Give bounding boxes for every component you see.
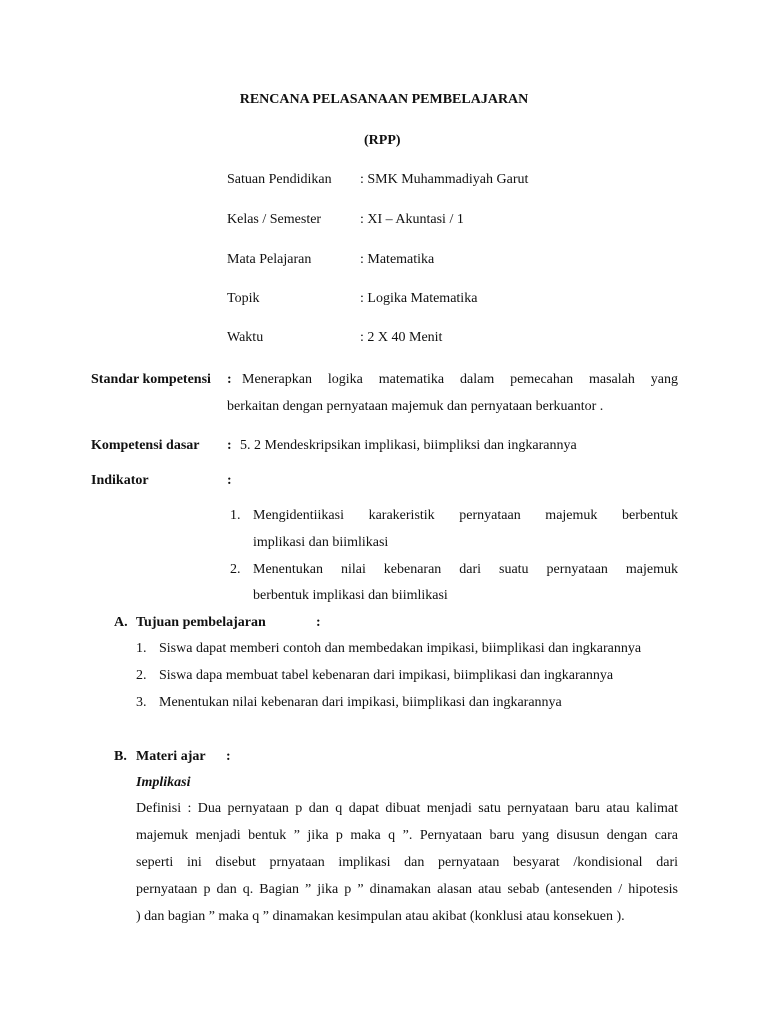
tujuan-item: Siswa dapa membuat tabel kebenaran dari impikasi, biimplikasi dan ingkarannya	[159, 668, 614, 683]
identity-value: : XI – Akuntasi / 1	[360, 212, 464, 227]
indikator-item-line1: Mengidentiikasi karakeristik pernyataan majemuk berbentuk	[253, 508, 678, 523]
identity-label: Waktu	[227, 330, 264, 345]
identity-value: : Logika Matematika	[360, 291, 478, 306]
identity-value: : 2 X 40 Menit	[360, 330, 443, 345]
tujuan-item: Menentukan nilai kebenaran dari impikasi, biimplikasi dan ingkarannya	[159, 695, 562, 710]
section-b-heading: Materi ajar	[136, 749, 206, 764]
tujuan-item: Siswa dapat memberi contoh dan membedakan impikasi, biimplikasi dan ingkarannya	[159, 641, 642, 656]
section-b-letter: B.	[114, 749, 127, 764]
section-a-letter: A.	[114, 615, 128, 630]
standar-kompetensi-line2: berkaitan dengan pernyataan majemuk dan pernyataan berkuantor .	[227, 399, 604, 414]
tujuan-number: 1.	[136, 641, 147, 656]
indikator-label: Indikator	[91, 473, 149, 488]
indikator-item-line1: Menentukan nilai kebenaran dari suatu pernyataan majemuk	[253, 562, 678, 577]
document-title: RENCANA PELASANAAN PEMBELAJARAN	[239, 92, 529, 107]
identity-label: Mata Pelajaran	[227, 252, 312, 267]
identity-value: : SMK Muhammadiyah Garut	[360, 172, 529, 187]
section-a-heading: Tujuan pembelajaran	[136, 615, 266, 630]
document-subtitle: (RPP)	[364, 133, 401, 148]
standar-kompetensi-label: Standar kompetensi	[91, 372, 211, 387]
kompetensi-dasar-label: Kompetensi dasar	[91, 438, 200, 453]
identity-value: : Matematika	[360, 252, 435, 267]
materi-subheading: Implikasi	[136, 775, 191, 790]
indikator-item-line2: berbentuk implikasi dan biimlikasi	[253, 588, 448, 603]
standar-kompetensi-line1: Menerapkan logika matematika dalam pemecahan masalah yang	[242, 372, 678, 387]
materi-line: Definisi : Dua pernyataan p dan q dapat dibuat menjadi satu pernyataan baru atau kalimat	[136, 801, 678, 816]
kompetensi-dasar-value: 5. 2 Mendeskripsikan implikasi, biimpliksi dan ingkarannya	[240, 438, 577, 453]
indikator-number: 1.	[230, 508, 241, 523]
section-b-colon: :	[226, 749, 231, 764]
identity-label: Satuan Pendidikan	[227, 172, 332, 187]
materi-line: majemuk menjadi bentuk ” jika p maka q ”. Pernyataan baru yang disusun dengan cara	[136, 828, 678, 843]
identity-label: Kelas / Semester	[227, 212, 322, 227]
indikator-number: 2.	[230, 562, 241, 577]
section-a-colon: :	[316, 615, 321, 630]
materi-line: seperti ini disebut prnyataan implikasi dan pernyataan besyarat /kondisional dari	[136, 855, 678, 870]
tujuan-number: 2.	[136, 668, 147, 683]
materi-line: ) dan bagian ” maka q ” dinamakan kesimpulan atau akibat (konklusi atau konsekuen ).	[136, 909, 625, 924]
indikator-colon: :	[227, 473, 232, 488]
kompetensi-dasar-colon: :	[227, 438, 232, 453]
standar-kompetensi-colon: :	[227, 372, 232, 387]
indikator-item-line2: implikasi dan biimlikasi	[253, 535, 389, 550]
materi-line: pernyataan p dan q. Bagian ” jika p ” dinamakan alasan atau sebab (antesenden / hipotesis	[136, 882, 678, 897]
identity-label: Topik	[227, 291, 260, 306]
tujuan-number: 3.	[136, 695, 147, 710]
